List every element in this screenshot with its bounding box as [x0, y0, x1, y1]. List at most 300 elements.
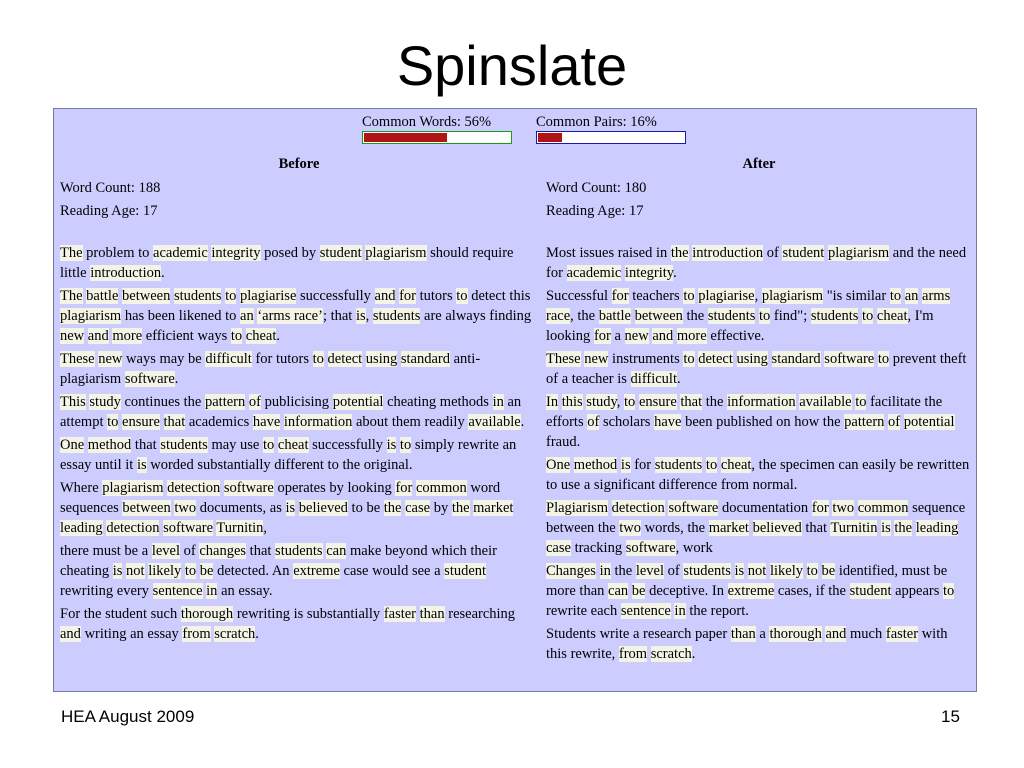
text-segment: that: [131, 437, 161, 453]
before-paragraph: [60, 604, 538, 644]
text-segment: facilitate the efforts: [546, 394, 943, 430]
common-word-highlight: student: [444, 563, 487, 579]
common-word-highlight: new: [624, 328, 649, 344]
text-segment: detect this: [467, 288, 531, 304]
text-segment: fraud.: [546, 434, 581, 450]
text-segment: Most issues raised in: [546, 245, 671, 261]
common-word-highlight: in: [206, 583, 218, 599]
text-segment: an attempt: [60, 394, 522, 430]
common-word-highlight: can: [326, 543, 347, 559]
common-word-highlight: and: [652, 328, 674, 344]
common-word-highlight: market: [473, 500, 514, 516]
common-word-highlight: extreme: [727, 583, 775, 599]
text-segment: prevent theft of a teacher is: [546, 351, 967, 387]
after-paragraph: [546, 349, 972, 389]
common-word-highlight: software: [124, 371, 175, 387]
text-segment: are always finding: [420, 308, 532, 324]
text-segment: about them readily: [352, 414, 469, 430]
text-segment: .: [161, 265, 165, 281]
common-word-highlight: sentence: [620, 603, 671, 619]
common-word-highlight: pattern: [205, 394, 246, 410]
common-word-highlight: Turnitin: [216, 520, 264, 536]
text-segment: ; that: [322, 308, 356, 324]
text-segment: posed by: [260, 245, 320, 261]
after-paragraph: [546, 624, 972, 664]
text-segment: deceptive. In: [645, 583, 728, 599]
common-word-highlight: detection: [167, 480, 221, 496]
before-text: [60, 243, 538, 644]
common-word-highlight: to: [889, 288, 902, 304]
common-word-highlight: be: [199, 563, 214, 579]
text-segment: ways may be: [122, 351, 206, 367]
text-segment: [731, 563, 735, 579]
text-segment: , the specimen can easily be rewritten to use a significant difference from normal.: [546, 457, 970, 493]
common-word-highlight: students: [173, 288, 222, 304]
common-word-highlight: to: [184, 563, 197, 579]
text-segment: .: [520, 414, 525, 430]
text-segment: has been likened to: [121, 308, 241, 324]
common-word-highlight: an: [240, 308, 254, 324]
after-paragraph: [546, 286, 972, 346]
common-word-highlight: using: [365, 351, 398, 367]
common-words-meter: [362, 113, 512, 144]
text-segment: writing an essay: [80, 626, 183, 642]
common-word-highlight: scratch: [214, 626, 256, 642]
text-segment: there must be a: [60, 543, 152, 559]
common-word-highlight: and: [374, 288, 396, 304]
text-segment: problem to: [82, 245, 154, 261]
text-segment: may use: [207, 437, 263, 453]
text-segment: academics: [185, 414, 253, 430]
common-word-highlight: not: [747, 563, 767, 579]
common-word-highlight: likely: [148, 563, 182, 579]
common-word-highlight: scratch: [650, 646, 692, 662]
common-word-highlight: to: [683, 288, 695, 304]
common-word-highlight: faster: [885, 626, 919, 642]
common-word-highlight: to: [806, 563, 818, 579]
text-segment: Students write a research paper: [546, 626, 731, 642]
text-segment: tracking: [570, 540, 626, 556]
before-reading-age: Reading Age: 17: [60, 203, 158, 219]
common-word-highlight: more: [676, 328, 707, 344]
common-word-highlight: to: [705, 457, 718, 473]
common-word-highlight: to: [943, 583, 955, 599]
after-reading-age: Reading Age: 17: [546, 203, 644, 219]
after-paragraph: [546, 498, 972, 558]
after-column: [546, 155, 972, 667]
common-word-highlight: introduction: [692, 245, 764, 261]
text-segment: rewriting is substantially: [233, 606, 384, 622]
common-word-highlight: can: [608, 583, 629, 599]
after-paragraph: [546, 455, 972, 495]
common-word-highlight: Turnitin: [830, 520, 878, 536]
text-segment: [324, 351, 328, 367]
common-word-highlight: not: [126, 563, 145, 579]
text-segment: [733, 351, 737, 367]
text-segment: publicising: [260, 394, 333, 410]
page-number: 15: [941, 707, 960, 726]
footer-date: HEA August 2009: [61, 707, 195, 726]
text-segment: a: [755, 626, 770, 642]
common-word-highlight: of: [248, 394, 261, 410]
after-word-count: Word Count: 180: [546, 180, 647, 196]
text-segment: detected. An: [213, 563, 294, 579]
text-segment: tutors: [416, 288, 457, 304]
common-word-highlight: leading: [60, 520, 103, 536]
common-word-highlight: to: [624, 394, 636, 410]
text-segment: rewriting every: [60, 583, 153, 599]
common-words-label: Common Words: 56%: [362, 114, 492, 130]
common-word-highlight: method: [573, 457, 618, 473]
common-word-highlight: arms race: [546, 288, 951, 324]
text-segment: that: [801, 520, 831, 536]
common-word-highlight: level: [151, 543, 180, 559]
common-word-highlight: in: [674, 603, 686, 619]
text-segment: of: [664, 563, 684, 579]
text-segment: [818, 563, 822, 579]
text-segment: ,: [263, 520, 268, 536]
common-word-highlight: students: [707, 308, 756, 324]
common-word-highlight: two: [174, 500, 197, 516]
common-pairs-meter: [536, 113, 686, 144]
common-word-highlight: two: [619, 520, 642, 536]
text-segment: word sequences: [60, 480, 501, 516]
common-word-highlight: to: [225, 288, 237, 304]
text-segment: , work: [675, 540, 713, 556]
common-word-highlight: and: [60, 626, 81, 642]
before-heading: Before: [278, 156, 320, 172]
text-segment: should require little: [60, 245, 514, 281]
common-word-highlight: plagiarise: [698, 288, 755, 304]
common-word-highlight: students: [683, 563, 731, 579]
text-segment: , the: [570, 308, 599, 324]
common-word-highlight: that: [163, 414, 186, 430]
common-word-highlight: plagiarise: [240, 288, 297, 304]
common-word-highlight: and: [825, 626, 847, 642]
common-word-highlight: more: [112, 328, 143, 344]
common-word-highlight: sentence: [152, 583, 203, 599]
common-word-highlight: students: [654, 457, 703, 473]
text-segment: for tutors: [251, 351, 313, 367]
text-segment: ,: [616, 394, 625, 410]
common-word-highlight: the: [451, 500, 470, 516]
text-segment: "is similar: [823, 288, 890, 304]
after-paragraph: [546, 243, 972, 283]
common-word-highlight: standard: [400, 351, 450, 367]
common-word-highlight: difficult: [630, 371, 677, 387]
common-word-highlight: than: [730, 626, 756, 642]
common-word-highlight: plagiarism: [365, 245, 427, 261]
text-segment: successfully: [296, 288, 375, 304]
common-word-highlight: is: [734, 563, 745, 579]
common-word-highlight: plagiarism: [60, 308, 122, 324]
common-word-highlight: between: [122, 288, 171, 304]
common-word-highlight: detection: [106, 520, 160, 536]
common-word-highlight: academic: [566, 265, 622, 281]
common-word-highlight: detect: [327, 351, 363, 367]
text-segment: documentation: [718, 500, 812, 516]
common-word-highlight: student: [849, 583, 892, 599]
common-word-highlight: for: [399, 288, 416, 304]
common-word-highlight: to: [759, 308, 771, 324]
common-word-highlight: in: [492, 394, 504, 410]
common-word-highlight: introduction: [90, 265, 162, 281]
text-segment: [768, 351, 772, 367]
common-word-highlight: to: [399, 437, 412, 453]
common-word-highlight: for: [593, 328, 611, 344]
common-word-highlight: for: [395, 480, 413, 496]
common-word-highlight: extreme: [293, 563, 340, 579]
text-segment: and the need for: [546, 245, 967, 281]
text-segment: appears: [891, 583, 944, 599]
text-segment: cases, if the: [774, 583, 850, 599]
text-segment: .: [691, 646, 696, 662]
text-segment: words, the: [641, 520, 709, 536]
common-word-highlight: to: [456, 288, 468, 304]
after-paragraph: [546, 392, 972, 452]
common-word-highlight: software: [824, 351, 875, 367]
common-word-highlight: available: [468, 414, 521, 430]
common-word-highlight: integrity: [211, 245, 261, 261]
text-segment: scholars: [599, 414, 655, 430]
common-word-highlight: integrity: [624, 265, 674, 281]
common-word-highlight: new: [60, 328, 85, 344]
text-segment: to be: [347, 500, 384, 516]
common-word-highlight: faster: [383, 606, 417, 622]
text-segment: that: [246, 543, 276, 559]
common-word-highlight: information: [283, 414, 353, 430]
common-word-highlight: Plagiarism: [546, 500, 609, 516]
common-word-highlight: standard: [771, 351, 821, 367]
text-segment: For the student such: [60, 606, 181, 622]
common-word-highlight: to: [683, 351, 695, 367]
common-word-highlight: thorough: [769, 626, 822, 642]
text-segment: Where: [60, 480, 103, 496]
text-segment: .: [255, 626, 259, 642]
text-segment: much: [846, 626, 886, 642]
text-segment: anti-plagiarism: [60, 351, 481, 387]
common-word-highlight: ensure: [122, 414, 160, 430]
common-word-highlight: ensure: [638, 394, 677, 410]
text-segment: rewrite each: [546, 603, 621, 619]
before-paragraph: [60, 541, 538, 601]
common-word-highlight: new: [98, 351, 123, 367]
text-segment: of: [763, 245, 783, 261]
common-word-highlight: is: [620, 457, 631, 473]
common-word-highlight: to: [107, 414, 119, 430]
common-word-highlight: student: [319, 245, 362, 261]
common-word-highlight: the: [383, 500, 402, 516]
common-word-highlight: new: [584, 351, 609, 367]
common-word-highlight: is: [285, 500, 296, 516]
common-word-highlight: from: [618, 646, 648, 662]
before-column: [60, 155, 538, 647]
after-text: [546, 243, 972, 664]
common-word-highlight: of: [888, 414, 901, 430]
common-word-highlight: an: [904, 288, 919, 304]
common-word-highlight: software: [163, 520, 214, 536]
common-word-highlight: be: [821, 563, 836, 579]
common-word-highlight: from: [182, 626, 211, 642]
common-word-highlight: to: [263, 437, 275, 453]
common-word-highlight: study: [586, 394, 617, 410]
common-word-highlight: case: [546, 540, 571, 556]
before-word-count: Word Count: 188: [60, 180, 161, 196]
common-word-highlight: detection: [611, 500, 665, 516]
text-segment: make beyond which their cheating: [60, 543, 497, 579]
common-word-highlight: of: [587, 414, 600, 430]
common-word-highlight: two: [832, 500, 855, 516]
common-word-highlight: believed: [298, 500, 348, 516]
text-segment: instruments: [608, 351, 684, 367]
before-paragraph: [60, 435, 538, 475]
text-segment: simply rewrite an essay until it: [60, 437, 517, 473]
text-segment: .: [174, 371, 179, 387]
common-word-highlight: level: [635, 563, 664, 579]
common-word-highlight: be: [631, 583, 646, 599]
common-word-highlight: cheat: [720, 457, 752, 473]
common-word-highlight: have: [252, 414, 281, 430]
text-segment: [160, 414, 164, 430]
before-paragraph: [60, 243, 538, 283]
common-word-highlight: and: [87, 328, 109, 344]
common-word-highlight: likely: [769, 563, 803, 579]
text-segment: worded substantially different to the original.: [146, 457, 413, 473]
common-word-highlight: method: [87, 437, 132, 453]
text-segment: teachers: [628, 288, 684, 304]
text-segment: the report.: [685, 603, 749, 619]
common-word-highlight: this: [561, 394, 583, 410]
common-word-highlight: than: [419, 606, 445, 622]
text-segment: the: [682, 308, 708, 324]
common-word-highlight: is: [881, 520, 891, 536]
text-segment: been published on how the: [681, 414, 845, 430]
text-segment: a: [610, 328, 625, 344]
common-word-highlight: Changes: [546, 563, 596, 579]
common-word-highlight: battle: [86, 288, 119, 304]
common-word-highlight: potential: [903, 414, 955, 430]
text-segment: ,: [365, 308, 373, 324]
common-word-highlight: is: [136, 457, 147, 473]
text-segment: an essay.: [217, 583, 273, 599]
common-word-highlight: academic: [153, 245, 208, 261]
before-paragraph: [60, 478, 538, 538]
common-words-bar: [362, 131, 512, 144]
common-word-highlight: cheat: [876, 308, 908, 324]
common-word-highlight: using: [736, 351, 768, 367]
common-word-highlight: common: [857, 500, 909, 516]
common-word-highlight: cheat: [277, 437, 309, 453]
common-word-highlight: plagiarism: [827, 245, 890, 261]
text-segment: for: [630, 457, 655, 473]
common-word-highlight: battle: [598, 308, 631, 324]
spinslate-panel: [53, 108, 977, 692]
common-word-highlight: market: [708, 520, 749, 536]
common-word-highlight: to: [862, 308, 874, 324]
common-word-highlight: One: [60, 437, 85, 453]
common-word-highlight: is: [386, 437, 397, 453]
text-segment: documents, as: [196, 500, 286, 516]
common-word-highlight: common: [415, 480, 467, 496]
before-paragraph: [60, 286, 538, 346]
common-word-highlight: software: [223, 480, 274, 496]
common-word-highlight: between: [122, 500, 171, 516]
before-paragraph: [60, 392, 538, 432]
common-word-highlight: have: [654, 414, 682, 430]
common-pairs-bar-fill: [538, 133, 562, 142]
text-segment: of: [180, 543, 200, 559]
common-word-highlight: between: [634, 308, 683, 324]
common-word-highlight: thorough: [180, 606, 234, 622]
common-word-highlight: that: [680, 394, 703, 410]
common-word-highlight: pattern: [844, 414, 885, 430]
common-pairs-label: Common Pairs: 16%: [536, 114, 657, 130]
common-word-highlight: changes: [199, 543, 247, 559]
common-word-highlight: This: [60, 394, 86, 410]
common-word-highlight: to: [877, 351, 890, 367]
text-segment: .: [673, 265, 677, 281]
common-word-highlight: detect: [698, 351, 733, 367]
common-word-highlight: the: [894, 520, 913, 536]
common-word-highlight: study: [89, 394, 121, 410]
common-word-highlight: for: [611, 288, 629, 304]
text-segment: the: [610, 563, 636, 579]
text-segment: by: [430, 500, 452, 516]
common-word-highlight: in: [599, 563, 611, 579]
slide-title: Spinslate: [396, 34, 628, 97]
common-word-highlight: available: [799, 394, 852, 410]
common-word-highlight: leading: [915, 520, 959, 536]
common-word-highlight: information: [727, 394, 796, 410]
text-segment: Successful: [546, 288, 612, 304]
after-heading: After: [742, 156, 776, 172]
common-word-highlight: to: [312, 351, 324, 367]
common-word-highlight: potential: [332, 394, 384, 410]
common-word-highlight: is: [355, 308, 366, 324]
common-word-highlight: These: [546, 351, 581, 367]
text-segment: efficient ways: [142, 328, 231, 344]
text-segment: identified, must be more than: [546, 563, 948, 599]
common-word-highlight: software: [668, 500, 719, 516]
common-word-highlight: difficult: [205, 351, 252, 367]
common-word-highlight: ‘arms race’: [257, 308, 323, 324]
text-segment: sequence between the: [546, 500, 966, 536]
common-word-highlight: for: [811, 500, 829, 516]
common-word-highlight: plagiarism: [761, 288, 824, 304]
common-word-highlight: students: [160, 437, 208, 453]
common-word-highlight: The: [60, 288, 83, 304]
common-word-highlight: students: [275, 543, 323, 559]
common-pairs-bar: [536, 131, 686, 144]
text-segment: successfully: [308, 437, 387, 453]
common-word-highlight: In: [546, 394, 559, 410]
common-word-highlight: case: [405, 500, 431, 516]
common-word-highlight: students: [810, 308, 859, 324]
common-word-highlight: software: [625, 540, 676, 556]
common-word-highlight: These: [60, 351, 95, 367]
common-word-highlight: to: [855, 394, 867, 410]
text-segment: .: [677, 371, 681, 387]
after-paragraph: [546, 561, 972, 621]
text-segment: the: [702, 394, 728, 410]
text-segment: operates by looking: [273, 480, 396, 496]
common-word-highlight: One: [546, 457, 571, 473]
common-word-highlight: The: [60, 245, 83, 261]
common-words-bar-fill: [364, 133, 447, 142]
text-segment: with this rewrite,: [546, 626, 948, 662]
text-segment: .: [276, 328, 280, 344]
text-segment: cheating methods: [383, 394, 493, 410]
